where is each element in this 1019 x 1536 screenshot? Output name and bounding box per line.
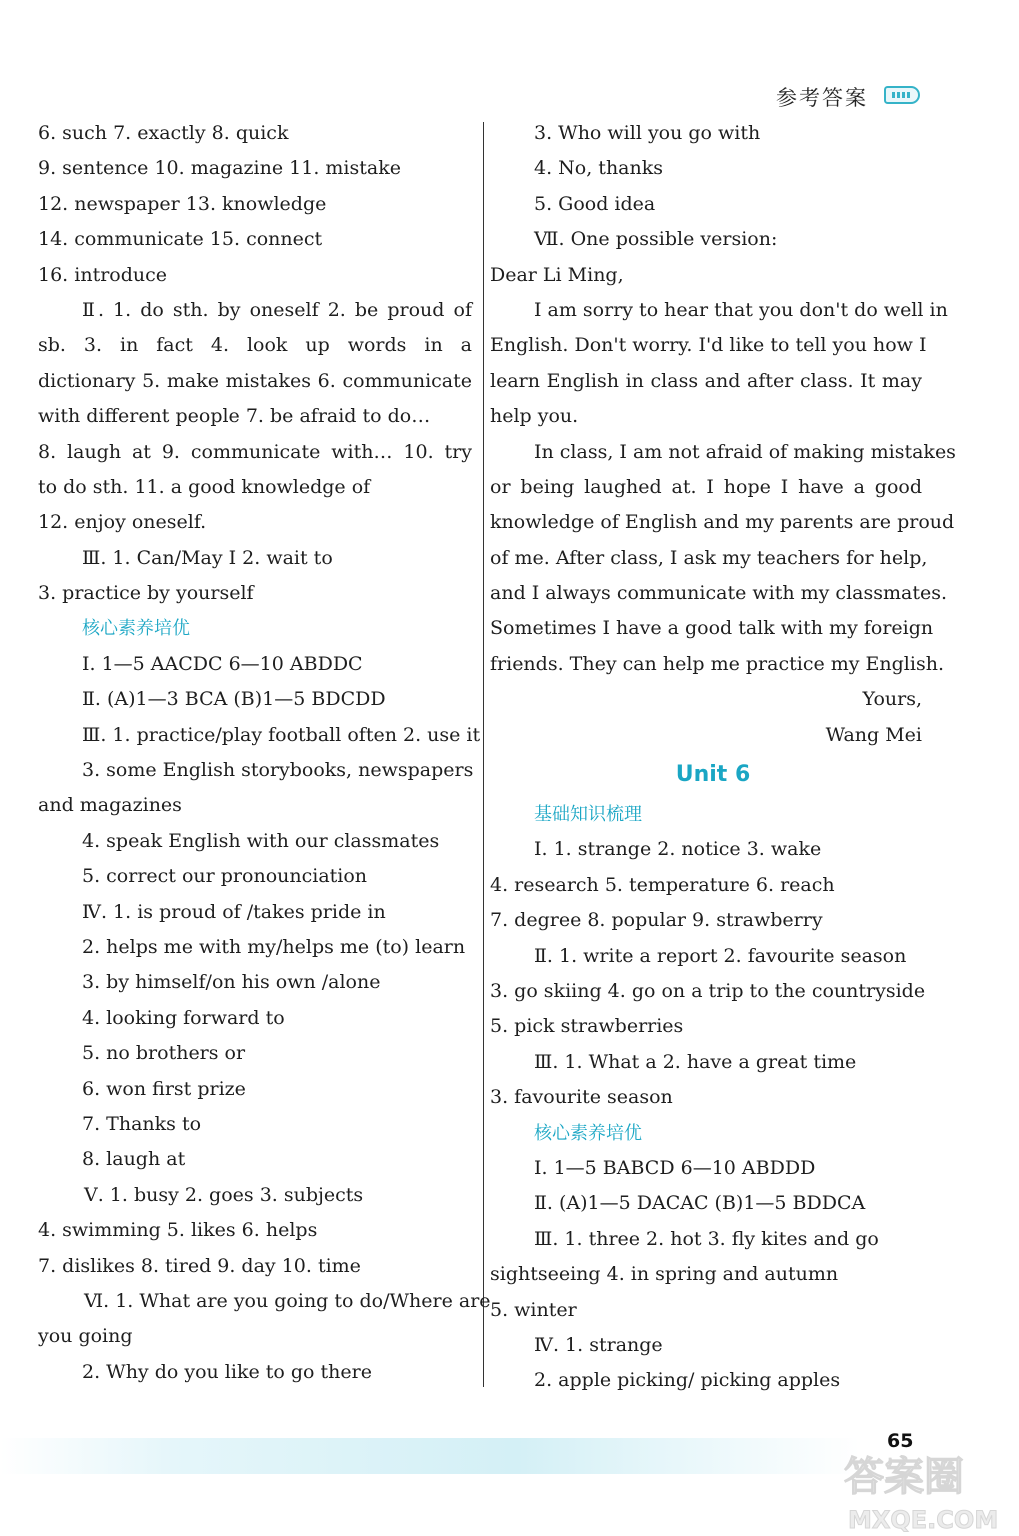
answer-line: 12. newspaper 13. knowledge [38, 192, 327, 215]
answer-line: to do sth. 11. a good knowledge of [38, 475, 371, 498]
section-heading: 核心素养培优 [534, 1122, 642, 1144]
answer-line: Ⅰ. 1—5 AACDC 6—10 ABDDC [82, 652, 363, 675]
watermark-domain: MXQE.COM [848, 1506, 999, 1534]
letter-closing: Yours, [862, 688, 922, 711]
answer-line: sb. 3. in fact 4. look up words in a [38, 334, 472, 357]
answer-line: 7. degree 8. popular 9. strawberry [490, 909, 823, 932]
section-heading: 基础知识梳理 [534, 804, 642, 826]
answer-line: 2. Why do you like to go there [82, 1360, 372, 1383]
answer-line: 14. communicate 15. connect [38, 228, 323, 251]
answer-line: 4. research 5. temperature 6. reach [490, 873, 835, 896]
page-number: 65 [887, 1430, 914, 1452]
answer-line: Ⅵ. 1. What are you going to do/Where are [84, 1289, 491, 1312]
answer-line: 2. helps me with my/helps me (to) learn [82, 935, 466, 958]
answer-line: 16. introduce [38, 263, 168, 286]
answer-line: sightseeing 4. in spring and autumn [490, 1263, 839, 1286]
answer-line: Ⅶ. One possible version: [534, 228, 778, 251]
answer-line: with different people 7. be afraid to do… [38, 405, 431, 428]
answer-line: 2. apple picking/ picking apples [534, 1369, 841, 1392]
answer-line: 4. swimming 5. likes 6. helps [38, 1219, 318, 1242]
answer-line: Ⅲ. 1. What a 2. have a great time [534, 1050, 857, 1073]
answer-line: 4. speak English with our classmates [82, 829, 440, 852]
answer-line: 3. practice by yourself [38, 582, 254, 605]
header-badge-icon [884, 86, 920, 104]
letter-line: or being laughed at. I hope I have a good [490, 475, 922, 498]
answer-line: Ⅴ. 1. busy 2. goes 3. subjects [84, 1183, 364, 1206]
answer-line: 8. laugh at [82, 1148, 186, 1171]
letter-line: learn English in class and after class. It may [490, 369, 922, 392]
answer-line: Ⅱ. (A)1—3 BCA (B)1—5 BDCDD [82, 688, 386, 711]
letter-line: help you. [490, 405, 579, 428]
letter-line: Sometimes I have a good talk with my foreign [490, 617, 934, 640]
answer-line: 6. won first prize [82, 1077, 246, 1100]
letter-line: of me. After class, I ask my teachers for help, [490, 546, 928, 569]
answer-line: Ⅲ. 1. three 2. hot 3. fly kites and go [534, 1227, 879, 1250]
letter-line: knowledge of English and my parents are proud [490, 511, 955, 534]
footer-band [0, 1438, 860, 1474]
answer-line: 7. dislikes 8. tired 9. day 10. time [38, 1254, 361, 1277]
answer-line: 5. winter [490, 1298, 577, 1321]
letter-salutation: Dear Li Ming, [490, 263, 624, 286]
answer-line: 8. laugh at 9. communicate with… 10. try [38, 440, 472, 463]
answer-line: 7. Thanks to [82, 1112, 202, 1135]
page-header-label: 参考答案 [776, 86, 868, 110]
column-divider [483, 122, 484, 1387]
answer-line: Ⅰ. 1. strange 2. notice 3. wake [534, 838, 822, 861]
answer-line: 9. sentence 10. magazine 11. mistake [38, 157, 401, 180]
answer-line: 5. correct our pronounciation [82, 865, 368, 888]
unit-heading: Unit 6 [675, 762, 751, 788]
answer-line: 5. Good idea [534, 192, 656, 215]
answer-line: you going [38, 1325, 133, 1348]
answer-line: Ⅲ. 1. practice/play football often 2. use it [82, 723, 481, 746]
answer-line: 3. by himself/on his own /alone [82, 971, 381, 994]
answer-line: Ⅰ. 1—5 BABCD 6—10 ABDDD [534, 1156, 816, 1179]
answer-line: 4. No, thanks [534, 157, 664, 180]
letter-line: I am sorry to hear that you don't do well in [534, 298, 948, 321]
right-column [490, 116, 956, 1399]
letter-line: and I always communicate with my classmates. [490, 582, 947, 605]
letter-signature: Wang Mei [825, 723, 922, 746]
letter-line: In class, I am not afraid of making mistakes [534, 440, 956, 463]
answer-line: 3. some English storybooks, newspapers [82, 759, 474, 782]
answer-line: Ⅳ. 1. strange [534, 1333, 663, 1356]
answer-line: and magazines [38, 794, 182, 817]
answer-line: Ⅱ. 1. do sth. by oneself 2. be proud of [82, 298, 472, 321]
answer-line: 12. enjoy oneself. [38, 511, 207, 534]
letter-line: friends. They can help me practice my English. [490, 652, 944, 675]
answer-line: Ⅳ. 1. is proud of /takes pride in [82, 900, 386, 923]
letter-line: English. Don't worry. I'd like to tell you how I [490, 334, 927, 357]
answer-line: Ⅱ. 1. write a report 2. favourite season [534, 944, 907, 967]
answer-line: Ⅲ. 1. Can/May I 2. wait to [82, 546, 333, 569]
answer-line: 6. such 7. exactly 8. quick [38, 122, 289, 144]
answer-line: dictionary 5. make mistakes 6. communicate [38, 369, 472, 392]
answer-line: 3. go skiing 4. go on a trip to the countryside [490, 979, 926, 1002]
answer-line: Ⅱ. (A)1—5 DACAC (B)1—5 BDDCA [534, 1192, 866, 1215]
watermark-title: 答案圈 [844, 1454, 964, 1500]
section-heading: 核心素养培优 [82, 618, 190, 640]
answer-line: 5. no brothers or [82, 1042, 246, 1065]
answer-line: 3. Who will you go with [534, 122, 761, 144]
answer-line: 5. pick strawberries [490, 1015, 684, 1038]
left-column [38, 116, 491, 1390]
answer-line: 3. favourite season [490, 1086, 673, 1109]
watermark-logo [832, 1440, 1018, 1536]
answer-line: 4. looking forward to [82, 1006, 285, 1029]
